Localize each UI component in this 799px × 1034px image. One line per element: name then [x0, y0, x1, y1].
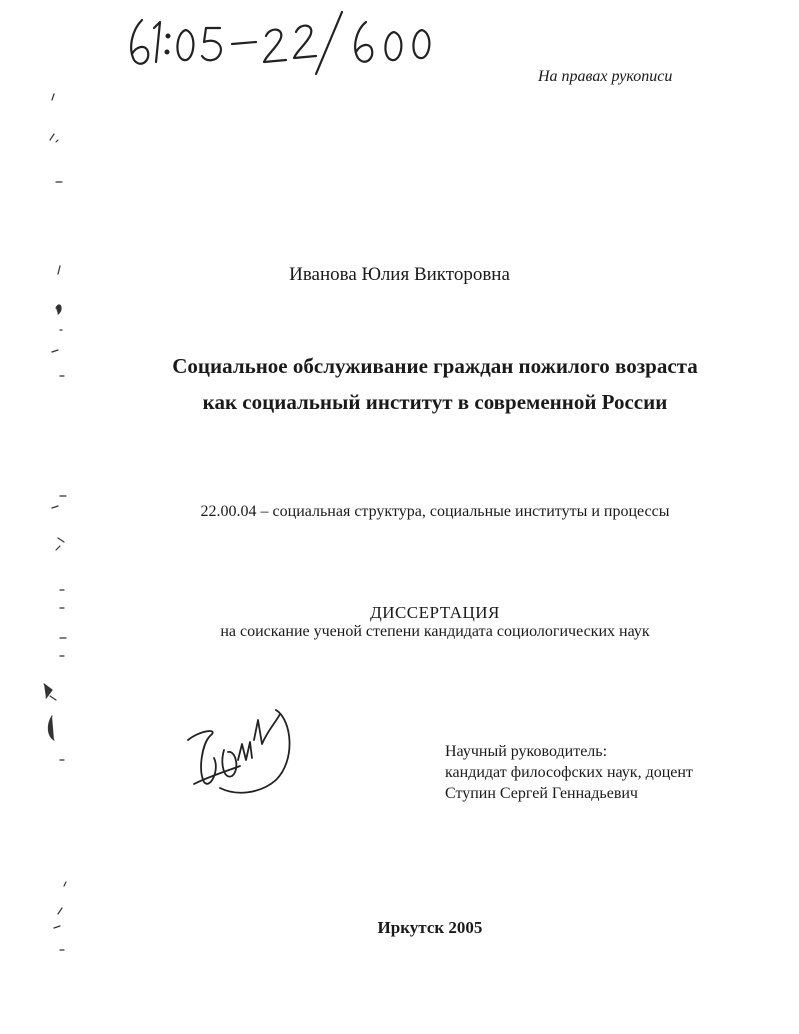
handwritten-catalog-number	[120, 8, 450, 78]
author-name: Иванова Юлия Викторовна	[289, 264, 510, 285]
document-type: ДИССЕРТАЦИЯ	[370, 603, 500, 622]
specialty-code: 22.00.04 – социальная структура, социальные институты и процессы	[200, 503, 670, 520]
title-line-2: как социальный институт в современной России	[202, 390, 668, 414]
scan-margin-marks	[30, 90, 80, 990]
supervisor-name: Ступин Сергей Геннадьевич	[445, 785, 638, 802]
signature	[180, 700, 300, 800]
supervisor-title: кандидат философских наук, доцент	[445, 764, 693, 781]
supervisor-role: Научный руководитель:	[445, 743, 608, 760]
city-year: Иркутск 2005	[377, 918, 483, 937]
dissertation-title	[0, 348, 799, 420]
rights-note: На правах рукописи	[538, 68, 673, 85]
degree-line: на соискание ученой степени кандидата социологических наук	[220, 623, 650, 640]
title-line-1: Социальное обслуживание граждан пожилого возраста	[172, 354, 698, 378]
supervisor-block	[445, 741, 693, 804]
